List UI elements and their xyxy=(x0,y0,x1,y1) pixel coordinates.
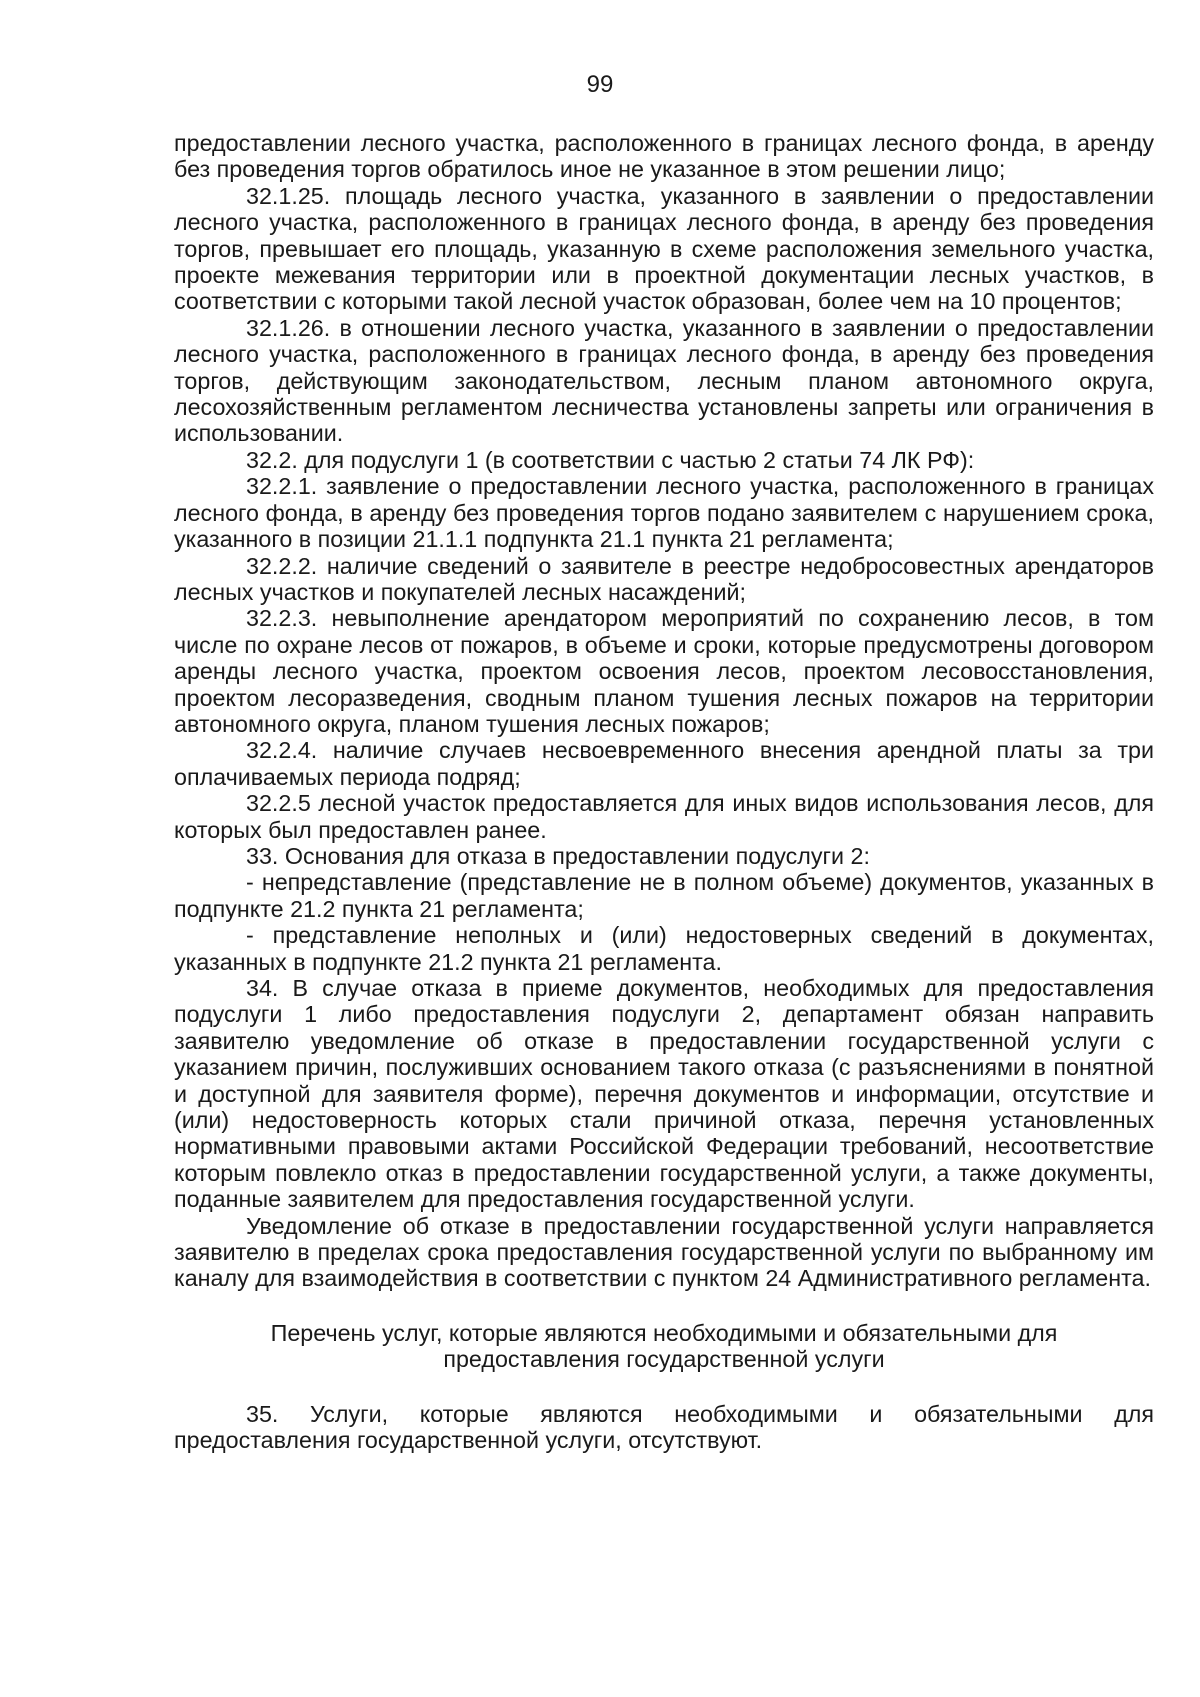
paragraph-32-2-3: 32.2.3. невыполнение арендатором мероприятий по сохранению лесов, в том числе по охране лесов от пожаров, в объеме и сроки, которые предусмотрены договором аренды лесного участка, проектом освоения лесов, проектом лесовосстановления, проектом лесоразведения, сводным планом тушения лесных пожаров на территории автономного округа, планом тушения лесных пожаров; xyxy=(174,605,1154,737)
section-heading: Перечень услуг, которые являются необходимыми и обязательными для предоставления государственной услуги xyxy=(270,1319,1058,1373)
paragraph-35: 35. Услуги, которые являются необходимыми и обязательными для предоставления государственной услуги, отсутствуют. xyxy=(174,1400,1154,1454)
paragraph-32-2-1: 32.2.1. заявление о предоставлении лесного участка, расположенного в границах лесного фонда, в аренду без проведения торгов подано заявителем с нарушением срока, указанного в позиции 21.1.1 подпункта 21.1 пункта 21 регламента; xyxy=(174,473,1154,553)
paragraph-continuation: предоставлении лесного участка, расположенного в границах лесного фонда, в аренду без проведения торгов обратилось иное не указанное в этом решении лицо; xyxy=(174,130,1154,183)
paragraph-33-item-1: - непредставление (представление не в полном объеме) документов, указанных в подпункте 21.2 пункта 21 регламента; xyxy=(174,869,1154,922)
paragraph-notification: Уведомление об отказе в предоставлении государственной услуги направляется заявителю в пределах срока предоставления государственной услуги по выбранному им каналу для взаимодействия в соответствии с пунктом 24 Административного регламента. xyxy=(174,1212,1154,1292)
paragraph-32-1-26: 32.1.26. в отношении лесного участка, указанного в заявлении о предоставлении лесного участка, расположенного в границах лесного фонда, в аренду без проведения торгов, действующим законодательством, лесным планом автономного округа, лесохозяйственным регламентом лесничества установлены запреты или ограничения в использовании. xyxy=(174,314,1154,447)
paragraph-32-2: 32.2. для подуслуги 1 (в соответствии с частью 2 статьи 74 ЛК РФ): xyxy=(246,446,975,473)
paragraph-32-2-5: 32.2.5 лесной участок предоставляется для иных видов использования лесов, для которых был предоставлен ранее. xyxy=(174,790,1154,843)
paragraph-32-1-25: 32.1.25. площадь лесного участка, указанного в заявлении о предоставлении лесного участка, расположенного в границах лесного фонда, в аренду без проведения торгов, превышает его площадь, указанную в схеме расположения земельного участка, проекте межевания территории или в проектной документации лесных участков, в соответствии с которыми такой лесной участок образован, более чем на 10 процентов; xyxy=(174,182,1154,315)
paragraph-33: 33. Основания для отказа в предоставлении подуслуги 2: xyxy=(246,842,870,869)
page-number: 99 xyxy=(586,71,614,98)
paragraph-32-2-2: 32.2.2. наличие сведений о заявителе в реестре недобросовестных арендаторов лесных участков и покупателей лесных насаждений; xyxy=(174,552,1154,605)
document-body xyxy=(174,130,1154,1454)
paragraph-34: 34. В случае отказа в приеме документов, необходимых для предоставления подуслуги 1 либо предоставления подуслуги 2, департамент обязан направить заявителю уведомление об отказе в предоставлении государственной услуги с указанием причин, послуживших основанием такого отказа (с разъяснениями в понятной и доступной для заявителя форме), перечня документов и информации, отсутствие и (или) недостоверность которых стали причиной отказа, перечня установленных нормативными правовыми актами Российской Федерации требований, несоответствие которым повлекло отказ в предоставлении государственной услуги, а также документы, поданные заявителем для предоставления государственной услуги. xyxy=(174,975,1154,1213)
paragraph-33-item-2: - представление неполных и (или) недостоверных сведений в документах, указанных в подпункте 21.2 пункта 21 регламента. xyxy=(174,922,1154,975)
paragraph-32-2-4: 32.2.4. наличие случаев несвоевременного внесения арендной платы за три оплачиваемых периода подряд; xyxy=(174,737,1154,790)
